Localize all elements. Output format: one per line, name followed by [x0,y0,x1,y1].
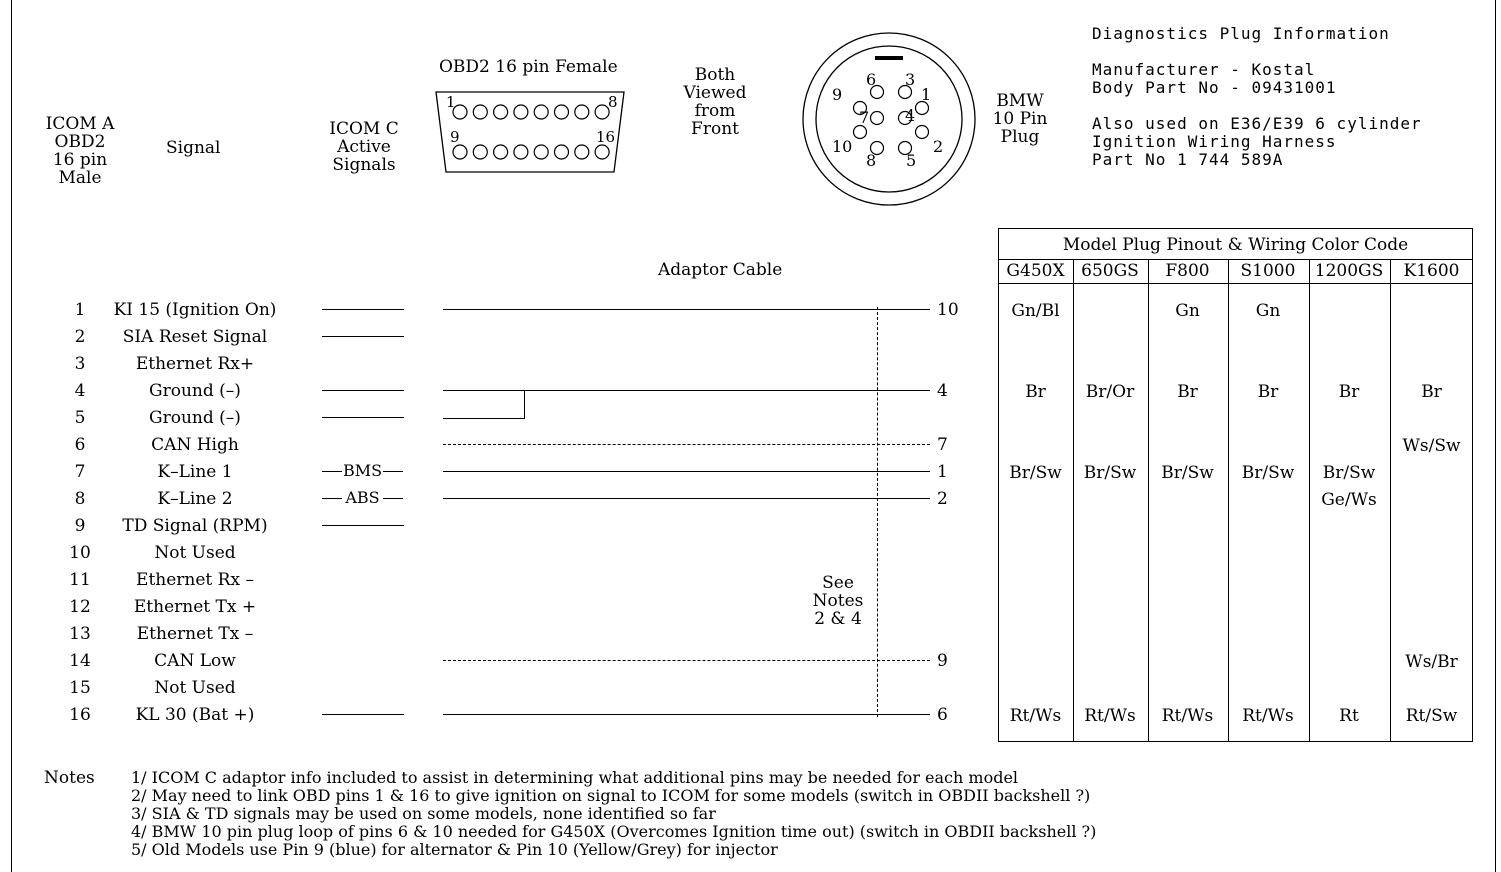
ground-bridge-line [524,391,525,418]
icom-c-signal-line [322,390,404,391]
table-column-divider [1148,259,1149,741]
obd2-pin-number: 13 [69,624,91,644]
table-cell: Rt/Ws [1084,706,1136,726]
info-also-used-1: Also used on E36/E39 6 cylinder [1092,114,1422,133]
signal-name: SIA Reset Signal [122,327,268,347]
obd2-pin-number: 3 [74,354,86,374]
obd2-pin-8-label: 8 [608,93,618,111]
bmw-pin-hole [854,126,867,139]
icom-c-line: ICOM C [329,119,399,139]
notes-label: Notes [44,768,95,788]
bmw-pin-label-8: 8 [866,151,877,170]
bmw-pin-label-3: 3 [905,70,916,89]
signal-name: Ethernet Tx + [133,597,257,617]
obd2-pin-hole [595,105,609,119]
obd2-pin-hole [514,145,528,159]
bmw-plug-key [875,56,903,60]
table-column-divider [1073,259,1074,741]
icom-c-signal-line [322,714,404,715]
obd2-pin-hole [534,145,548,159]
icom-c-signal-line [383,498,403,499]
obd2-pin-number: 8 [74,489,86,509]
signal-name: CAN High [151,435,239,455]
note-item: 1/ ICOM C adaptor info included to assist in determining what additional pins may be needed for each model [131,768,1019,787]
table-cell: Rt/Ws [1009,706,1062,726]
ground-5-line [443,418,525,419]
bmw-pin-label-2: 2 [933,137,944,156]
icom-a-header [40,115,120,187]
obd2-pin-hole [473,145,487,159]
note-item: 5/ Old Models use Pin 9 (blue) for alternator & Pin 10 (Yellow/Grey) for injector [131,840,778,859]
icom-c-signal-line [322,417,404,418]
table-column-header: 1200GS [1314,261,1384,281]
obd2-pin-number: 14 [69,651,91,671]
adaptor-wire [443,390,930,391]
viewed-from-front [675,66,755,138]
bmw-pin-number: 7 [937,435,948,455]
adaptor-wire [443,471,930,472]
obd2-pin-hole [514,105,528,119]
bmw-plug-line: 10 Pin [992,109,1048,129]
signal-name: Not Used [154,678,236,698]
bmw-pin-label-10: 10 [832,137,853,156]
table-cell: Gn [1175,301,1200,321]
obd2-pin-hole [575,105,589,119]
bmw-pin-label-9: 9 [832,85,843,104]
adaptor-wire [443,309,930,310]
table-column-header: F800 [1165,261,1210,281]
info-also-used-2: Ignition Wiring Harness [1092,132,1337,151]
table-cell: Ws/Sw [1402,436,1461,456]
table-title: Model Plug Pinout & Wiring Color Code [1062,235,1409,255]
viewed-line: Viewed [683,83,747,103]
table-cell: Rt/Ws [1242,706,1294,726]
see-notes-line: 2 & 4 [814,609,862,629]
table-cell: Br/Sw [1083,463,1137,483]
signal-name: Ethernet Rx – [136,570,254,590]
loop-dashed-line [877,307,878,717]
viewed-line: Both [694,65,736,85]
table-cell: Br/Sw [1241,463,1295,483]
signal-name: CAN Low [154,651,236,671]
obd2-title: OBD2 16 pin Female [439,57,618,77]
obd2-pin-16-label: 16 [596,128,616,146]
obd2-pin-hole [555,145,569,159]
obd2-pin-number: 7 [74,462,86,482]
table-column-header: G450X [1006,261,1065,281]
table-cell: Br/Or [1085,382,1135,402]
icom-a-line: Male [58,168,102,188]
table-column-header: 650GS [1081,261,1139,281]
table-cell: Gn/Bl [1011,301,1060,321]
bmw-pin-number: 1 [937,462,948,482]
bmw-plug-inner-ring [816,46,962,192]
obd2-pin-hole [473,105,487,119]
table-cell: Rt/Sw [1405,706,1458,726]
obd2-pin-hole [494,145,508,159]
bmw-pin-number: 4 [937,381,948,401]
info-title: Diagnostics Plug Information [1092,24,1390,43]
obd2-pin-hole [555,105,569,119]
icom-c-signal-line [322,309,404,310]
icom-c-header [320,120,408,174]
icom-c-signal-line [322,498,342,499]
adaptor-wire [443,714,930,715]
bmw-pin-label-7: 7 [859,108,870,127]
obd2-holes [453,105,609,159]
obd2-pin-number: 12 [69,597,91,617]
table-column-header: S1000 [1240,261,1296,281]
viewed-line: from [694,101,736,121]
adaptor-cable-label: Adaptor Cable [658,260,783,280]
table-rule [999,259,1472,260]
icom-a-line: OBD2 [54,132,106,152]
icom-a-line: 16 pin [52,150,108,170]
table-cell: Br/Sw [1009,463,1062,483]
see-notes-label [809,574,867,628]
table-cell: Ge/Ws [1321,490,1377,510]
obd2-pin-number: 15 [69,678,91,698]
icom-a-line: ICOM A [45,114,115,134]
signal-name: KL 30 (Bat +) [135,705,255,725]
table-cell: Br [1257,382,1279,402]
obd2-pin-number: 2 [74,327,86,347]
signal-name: Not Used [154,543,236,563]
wiring-color-table [998,228,1473,742]
obd2-pin-hole [494,105,508,119]
signal-name: TD Signal (RPM) [122,516,268,536]
table-column-header: K1600 [1403,261,1460,281]
table-cell: Br [1025,382,1046,402]
obd2-pin-number: 1 [74,300,86,320]
obd2-pin-number: 16 [69,705,91,725]
obd2-pin-hole [534,105,548,119]
bmw-pin-number: 10 [937,300,959,320]
see-notes-line: See [822,573,854,593]
note-item: 4/ BMW 10 pin plug loop of pins 6 & 10 needed for G450X (Overcomes Ignition time out) (switch in OBDII backshell ?) [131,822,1097,841]
signal-name: Ethernet Rx+ [135,354,255,374]
table-cell: Br/Sw [1322,463,1376,483]
bmw-pin-hole [916,126,929,139]
signal-name: Ground (–) [149,408,241,428]
icom-c-signal-line [383,471,403,472]
table-column-divider [1228,259,1229,741]
info-part-no: Part No 1 744 589A [1092,150,1284,169]
icom-c-signal-line [322,471,342,472]
table-cell: Br [1177,382,1198,402]
info-body-part: Body Part No - 09431001 [1092,78,1337,97]
icom-c-signal-label: ABS [345,488,380,507]
table-rule [999,283,1472,284]
table-cell: Br [1338,382,1360,402]
table-cell: Rt/Ws [1161,706,1214,726]
icom-c-signal-line [322,525,404,526]
signal-name: K–Line 2 [157,489,233,509]
bmw-plug-label [985,92,1055,146]
signal-name: Ethernet Tx – [136,624,254,644]
table-cell: Rt [1339,706,1359,726]
bmw-pin-label-5: 5 [906,151,917,170]
table-cell: Ws/Br [1405,652,1458,672]
bmw-pin-label-1: 1 [921,85,932,104]
bmw-plug-line: BMW [996,91,1044,111]
obd2-pin-number: 10 [69,543,91,563]
viewed-line: Front [691,119,739,139]
bmw-plug-line: Plug [1000,127,1040,147]
note-item: 3/ SIA & TD signals may be used on some models, none identified so far [131,804,716,823]
signal-header: Signal [166,138,221,158]
icom-c-line: Active [337,137,391,157]
bmw-pin-number: 6 [937,705,948,725]
bmw-pin-number: 9 [937,651,948,671]
obd2-pin-hole [595,145,609,159]
obd2-pin-number: 4 [74,381,86,401]
obd2-pin-number: 5 [74,408,86,428]
obd2-pin-hole [575,145,589,159]
adaptor-wire [443,660,930,661]
adaptor-wire [443,498,930,499]
table-cell: Br [1421,382,1442,402]
icom-c-signal-line [322,336,404,337]
obd2-pin-9-label: 9 [450,128,460,146]
see-notes-line: Notes [812,591,864,611]
adaptor-wire [443,444,930,445]
obd2-pin-number: 9 [74,516,86,536]
obd2-pin-hole [453,145,467,159]
signal-name: K–Line 1 [157,462,233,482]
icom-c-signal-label: BMS [342,461,383,480]
bmw-pin-label-6: 6 [866,70,877,89]
icom-c-line: Signals [332,155,396,175]
note-item: 2/ May need to link OBD pins 1 & 16 to give ignition on signal to ICOM for some models (switch in OBDII backshell ?) [131,786,1091,805]
obd2-pin-number: 11 [69,570,91,590]
table-cell: Br/Sw [1161,463,1214,483]
bmw-plug-drawing [800,30,980,210]
signal-name: Ground (–) [149,381,241,401]
bmw-pin-number: 2 [937,489,948,509]
obd2-pin-1-label: 1 [446,93,456,111]
bmw-pin-hole [871,112,884,125]
signal-name: KI 15 (Ignition On) [113,300,277,320]
table-cell: Gn [1255,301,1281,321]
info-manufacturer: Manufacturer - Kostal [1092,60,1316,79]
obd2-pin-number: 6 [74,435,86,455]
bmw-pin-label-4: 4 [905,106,916,125]
